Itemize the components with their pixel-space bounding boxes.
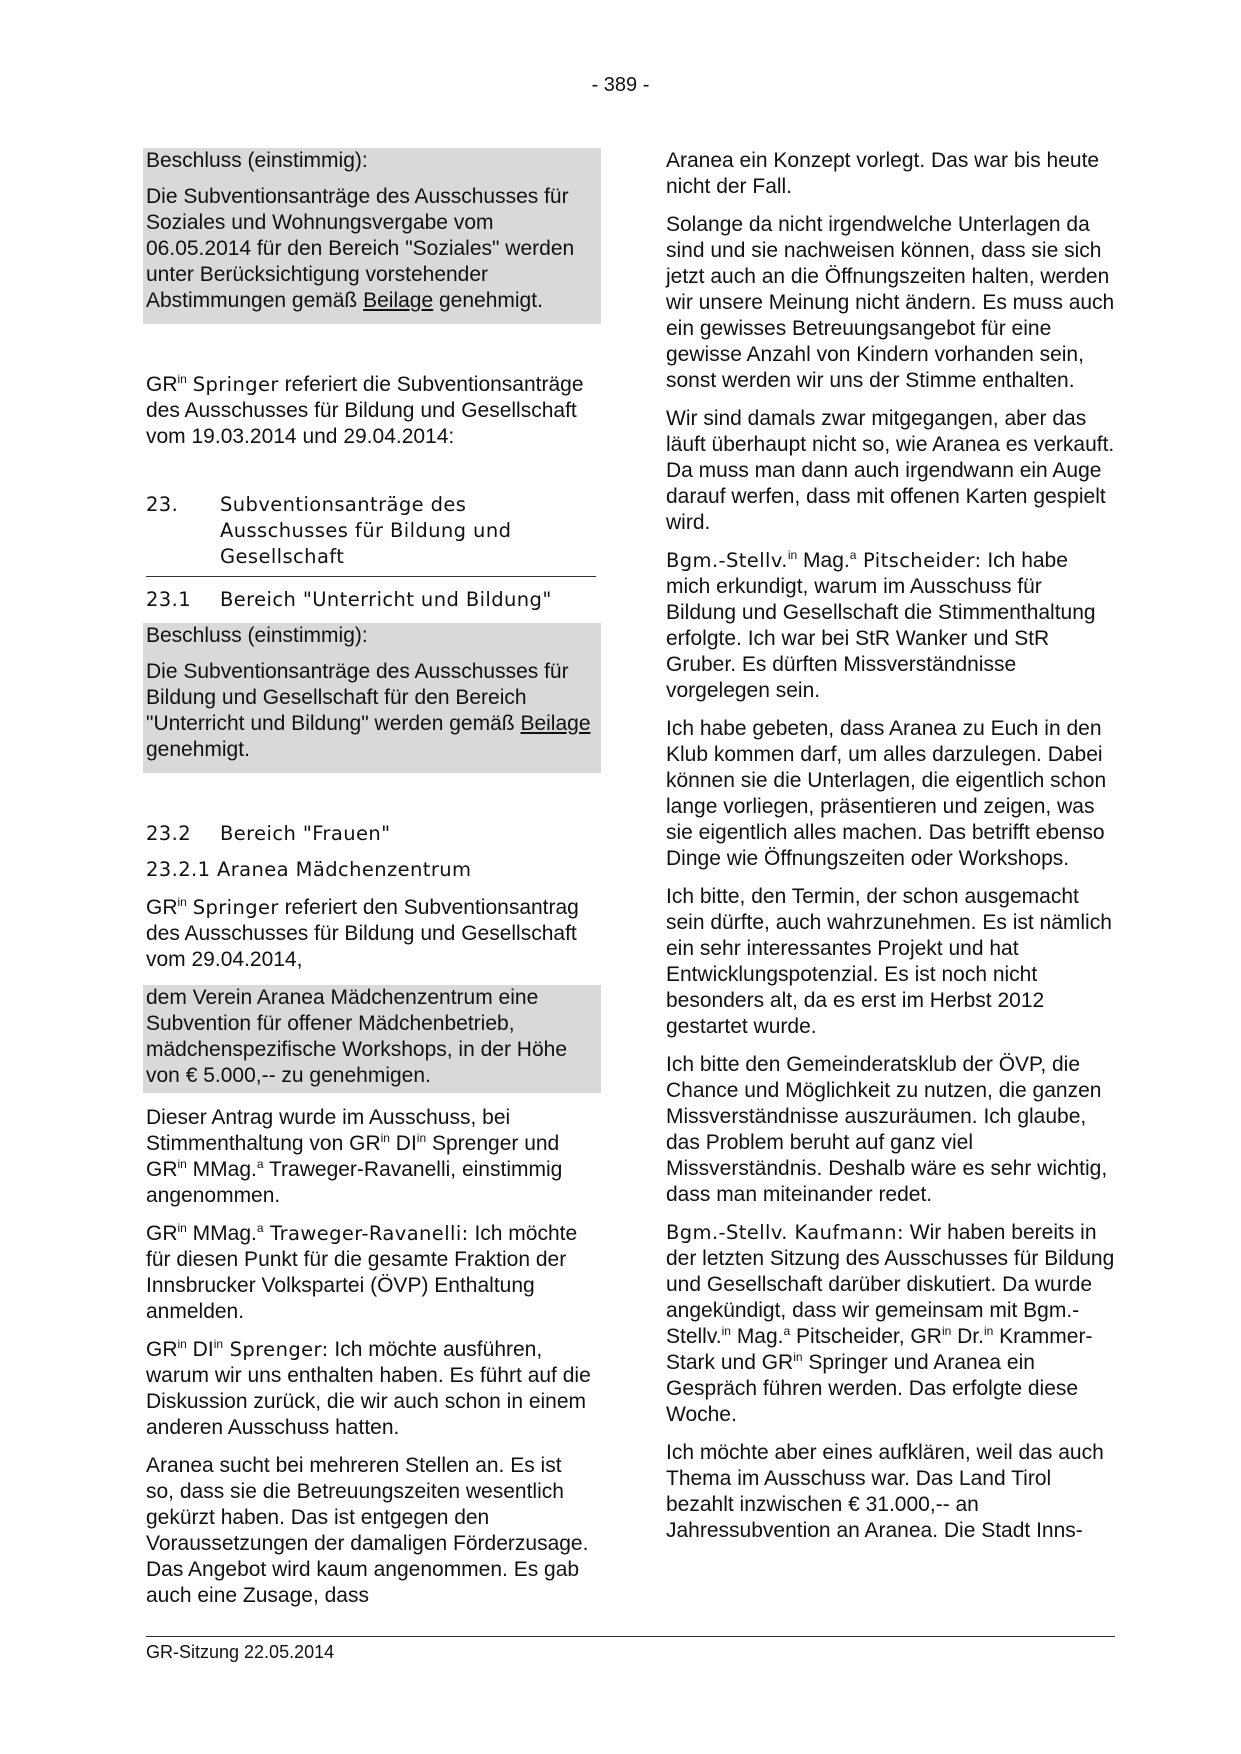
speech-traweger: $GR^{in}$ MMag.$^a$ Traweger-Ravanelli: Ich möchte für diesen Punkt für die gesamte Fraktion der Innsbrucker Volkspartei (ÖVP) Enthaltung anmelden. xyxy=(146,1221,578,1323)
page-number: - 389 - xyxy=(591,74,650,96)
resolution-heading: Beschluss (einstimmig): xyxy=(146,624,368,647)
motion-text: dem Verein Aranea Mädchenzentrum eine Subvention für offener Mädchenbetrieb, mädchenspezifische Workshops, in der Höhe von € 5.000,-- zu genehmigen. xyxy=(146,986,567,1087)
body-paragraph: Ich bitte, den Termin, der schon ausgemacht sein dürfte, auch wahrzunehmen. Es ist nämlich ein sehr interessantes Projekt und hat Entwicklungspotenzial. Es ist noch nicht besonders alt, da es erst im Herbst 2012 gestartet wurde. xyxy=(666,885,1112,1038)
resolution-text: Die Subventionsanträge des Ausschusses für Soziales und Wohnungsvergabe vom 06.05.2014 für den Bereich "Soziales" werden unter Berücksichtigung vorstehender Abstimmungen gemäß Beilage genehmigt. xyxy=(146,185,575,312)
resolution-heading: Beschluss (einstimmig): xyxy=(146,149,368,172)
resolution-text: Die Subventionsanträge des Ausschusses für Bildung und Gesellschaft für den Bereich "Unterricht und Bildung" werden gemäß Beilage genehmigt. xyxy=(146,660,591,761)
body-paragraph: Aranea ein Konzept vorlegt. Das war bis heute nicht der Fall. xyxy=(666,149,1100,198)
body-paragraph: Aranea sucht bei mehreren Stellen an. Es ist so, dass sie die Betreuungszeiten wesentlich gekürzt haben. Das ist entgegen den Voraussetzungen der damaligen Förderzusage. Das Angebot wird kaum angenommen. Es gab auch eine Zusage, dass xyxy=(146,1454,589,1607)
body-paragraph: Solange da nicht irgendwelche Unterlagen da sind und sie nachweisen können, dass sie sich jetzt auch an die Öffnungszeiten halten, werden wir unsere Meinung nicht ändern. Es muss auch ein gewisses Betreuungsangebot für eine gewisse Anzahl von Kindern vorhanden sein, sonst werden wir uns der Stimme enthalten. xyxy=(666,213,1115,392)
report-paragraph: $GR^{in}$ Springer referiert den Subventionsantrag des Ausschusses für Bildung und Gesellschaft vom 29.04.2014, xyxy=(146,895,579,971)
body-paragraph: Wir sind damals zwar mitgegangen, aber das läuft überhaupt nicht so, wie Aranea es verkauft. Da muss man dann auch irgendwann ein Auge darauf werfen, dass mit offenen Karten gespielt wird. xyxy=(666,407,1115,534)
section-23-heading: 23. Subventionsanträge des Ausschusses für Bildung und Gesellschaft xyxy=(146,493,512,568)
vote-paragraph: Dieser Antrag wurde im Ausschuss, bei Stimmenthaltung von $GR^{in}$ $DI^{in}$ Sprenger und $GR^{in}$ MMag.$^a$ Traweger-Ravanelli, einstimmig angenommen. xyxy=(146,1106,563,1207)
beilage-link: Beilage xyxy=(520,712,591,735)
report-paragraph: $GR^{in}$ Springer referiert die Subventionsanträge des Ausschusses für Bildung und Gesellschaft vom 19.03.2014 und 29.04.2014: xyxy=(146,372,584,448)
section-divider xyxy=(146,576,596,577)
right-column xyxy=(666,148,1115,1556)
speech-kaufmann: Bgm.-Stellv. Kaufmann: Wir haben bereits in der letzten Sitzung des Ausschusses für Bildung und Gesellschaft darüber diskutiert. Da wurde angekündigt, dass wir gemeinsam mit Bgm.-Stellv.$^{in}$ Mag.$^a$ Pitscheider, $GR^{in}$ Dr.$^{in}$ Krammer-Stark und $GR^{in}$ Springer und Aranea ein Gespräch führen werden. Das erfolgte diese Woche. xyxy=(666,1221,1115,1426)
section-23-2-1-heading: 23.2.1 Aranea Mädchenzentrum xyxy=(146,858,472,881)
resolution-box-education xyxy=(143,623,601,773)
beilage-link: Beilage xyxy=(363,289,434,312)
speech-sprenger: $GR^{in}$ $DI^{in}$ Sprenger: Ich möchte ausführen, warum wir uns enthalten haben. Es führt auf die Diskussion zurück, die wir auch schon in einem anderen Ausschuss hatten. xyxy=(146,1337,591,1439)
resolution-box-social xyxy=(143,148,601,324)
footer-divider xyxy=(146,1636,1115,1637)
speech-pitscheider: Bgm.-Stellv.$^{in}$ Mag.$^a$ Pitscheider: Ich habe mich erkundigt, warum im Ausschuss für Bildung und Gesellschaft die Stimmenthaltung erfolgte. Ich war bei StR Wanker und StR Gruber. Es dürften Missverständnisse vorgelegen sein. xyxy=(666,548,1096,702)
left-column xyxy=(146,148,593,1621)
footer-session-date: GR-Sitzung 22.05.2014 xyxy=(146,1642,335,1662)
section-23-2-heading: 23.2 Bereich "Frauen" xyxy=(146,822,391,845)
body-paragraph: Ich bitte den Gemeinderatsklub der ÖVP, die Chance und Möglichkeit zu nutzen, die ganzen Missverständnisse auszuräumen. Ich glaube, das Problem beruht auf ganz viel Missverständnis. Deshalb wäre es sehr wichtig, dass man miteinander redet. xyxy=(666,1053,1108,1206)
motion-box xyxy=(143,985,601,1093)
section-23-1-heading: 23.1 Bereich "Unterricht und Bildung" xyxy=(146,588,552,611)
body-paragraph: Ich habe gebeten, dass Aranea zu Euch in den Klub kommen darf, um alles darzulegen. Dabei können sie die Unterlagen, die eigentlich schon lange vorliegen, präsentieren und zeigen, was sie eigentlich alles machen. Das betrifft ebenso Dinge wie Öffnungszeiten oder Workshops. xyxy=(666,717,1107,870)
body-paragraph: Ich möchte aber eines aufklären, weil das auch Thema im Ausschuss war. Das Land Tirol bezahlt inzwischen € 31.000,-- an Jahressubvention an Aranea. Die Stadt Inns- xyxy=(666,1441,1104,1542)
